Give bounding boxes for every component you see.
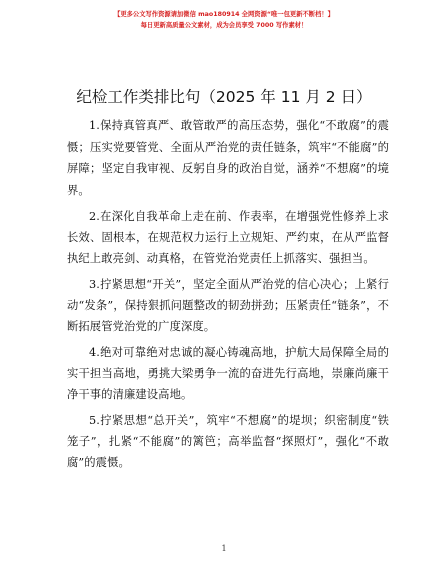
paragraph-2: 2.在深化自我革命上走在前、作表率，在增强党性修养上求长效、固根本，在规范权力运行上立规矩、严约束，在从严监督执纪上敢亮剑、动真格，在管党治党责任上抓落实、强担当。 — [67, 210, 389, 265]
paragraph-3: 3.拧紧思想“开关”，坚定全面从严治党的信心决心；上紧行动“发条”，保持狠抓问题整改的韧劲拼劲；压紧责任“链条”，不断拓展管党治党的广度深度。 — [67, 278, 389, 333]
promo-banner — [96, 9, 352, 31]
promo-banner-line-2: 每日更新高质量公文素材，成为会员享受 7000 写作素材！ — [140, 22, 308, 29]
paragraph-5: 5.拧紧思想“总开关”，筑牢“不想腐”的堤坝；织密制度“铁笼子”，扎紧“不能腐”的篱笆；高举监督“探照灯”，强化“不敢腐”的震慑。 — [67, 414, 389, 469]
promo-banner-line-1: 【更多公文写作资源请加微信 mao180914 全网资源“唯一包更新不断档！】 — [114, 11, 334, 18]
paragraph-4: 4.绝对可靠绝对忠诚的凝心铸魂高地，护航大局保障全局的实干担当高地，勇挑大梁勇争一流的奋进先行高地，崇廉尚廉干净干事的清廉建设高地。 — [67, 346, 389, 401]
document-body — [67, 115, 389, 478]
paragraph-1: 1.保持真管真严、敢管敢严的高压态势，强化“不敢腐”的震慑；压实党要管党、全面从严治党的责任链条，筑牢“不能腐”的屏障；坚定自我审视、反躬自身的政治自觉，涵养“不想腐”的境界。 — [67, 119, 389, 197]
document-title: 纪检工作类排比句（2025 年 11 月 2 日） — [76, 88, 372, 106]
page-number: 1 — [221, 544, 227, 553]
